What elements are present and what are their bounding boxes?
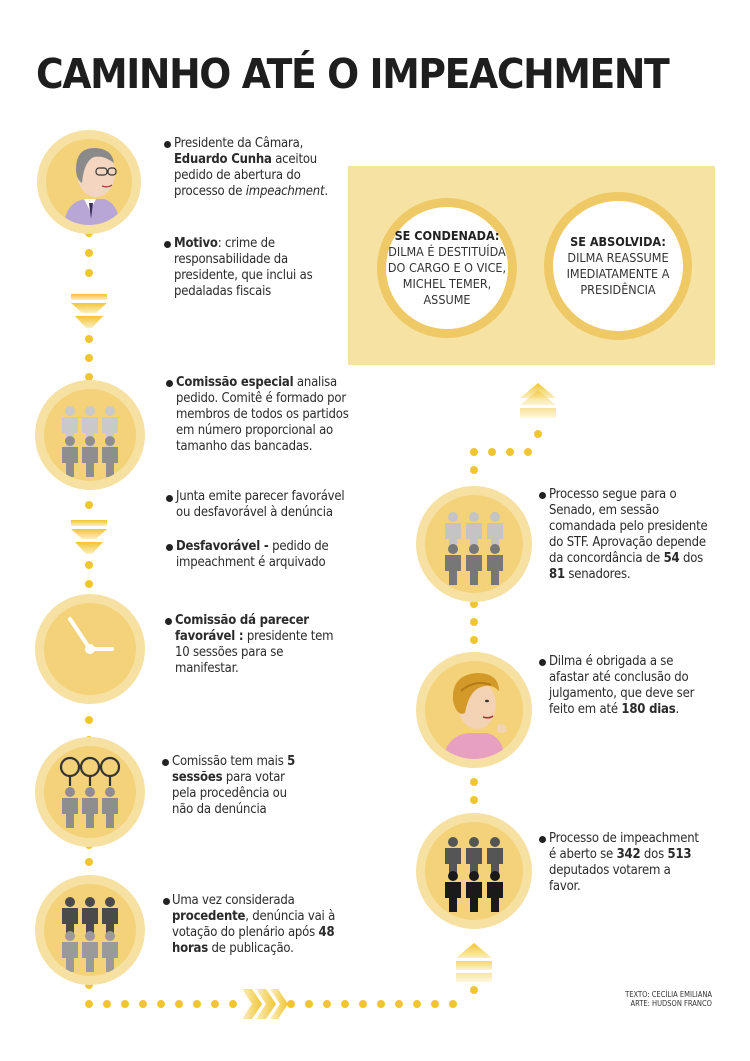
outcome-condemned	[377, 198, 517, 338]
bullet	[166, 495, 173, 502]
step2-desfavoravel-text: Desfavorável - pedido de impeachment é arquivado	[176, 539, 329, 570]
step4-text: Comissão tem mais 5 sessões para votar pela procedência ou não da denúncia	[172, 754, 296, 817]
step2-text: Comissão especial analisa pedido. Comitê é formado por membros de todos os partidos em número proporcional ao tamanho das bancadas.	[176, 375, 349, 454]
outcome-panel	[348, 166, 715, 365]
step1-text: Presidente da Câmara, Eduardo Cunha aceitou pedido de abertura do processo de impeachment.	[174, 136, 328, 199]
bullet	[166, 544, 173, 551]
outcome-condemned-title: SE CONDENADA:	[394, 228, 500, 243]
outcome-condemned-text: DILMA É DESTITUÍDA DO CARGO E O VICE, MICHEL TEMER, ASSUME	[387, 244, 507, 307]
step5-text: Uma vez considerada procedente, denúncia vai à votação do plenário após 48 horas de publicação.	[172, 893, 336, 956]
bullet	[165, 618, 172, 625]
bullet	[539, 836, 546, 843]
magnifier-people-icon	[35, 737, 145, 847]
comissao-especial-icon	[35, 380, 145, 490]
camara-votacao-text: Processo de impeachment é aberto se 342 dos 513 deputados votarem a favor.	[549, 831, 699, 894]
bullet	[163, 898, 170, 905]
step1-motivo-text: Motivo: crime de responsabilidade da presidente, que inclui as pedaladas fiscais	[174, 236, 313, 299]
clock-icon	[35, 594, 145, 704]
plenario-icon	[35, 875, 145, 985]
outcome-acquitted-text: DILMA REASSUME IMEDIATAMENTE A PRESIDÊNCIA	[566, 250, 670, 297]
step3-text: Comissão dá parecer favorável : presidente tem 10 sessões para se manifestar.	[175, 613, 334, 676]
bullet	[539, 659, 546, 666]
bullet	[164, 241, 171, 248]
credit-art: ARTE: HUDSON FRANCO	[630, 999, 712, 1008]
senado-text: Processo segue para o Senado, em sessão comandada pelo presidente do STF. Aprovação depende da concordância de 54 dos 81 senadores.	[549, 487, 708, 582]
credits	[625, 990, 712, 1008]
bullet	[162, 759, 169, 766]
page-title: CAMINHO ATÉ O IMPEACHMENT	[36, 50, 669, 98]
bullet	[164, 141, 171, 148]
credit-text: TEXTO: CECÍLIA EMILIANA	[625, 990, 712, 999]
bullet	[166, 380, 173, 387]
dilma-afastamento-text: Dilma é obrigada a se afastar até conclusão do julgamento, que deve ser feito em até 180 dias.	[549, 654, 695, 717]
outcome-acquitted-title: SE ABSOLVIDA:	[570, 234, 666, 249]
bullet	[539, 492, 546, 499]
camara-icon	[416, 813, 532, 929]
step2-parecer-text: Junta emite parecer favorável ou desfavorável à denúncia	[176, 489, 345, 520]
dilma-portrait	[416, 652, 532, 768]
senado-icon	[416, 486, 532, 602]
eduardo-cunha-portrait	[37, 130, 141, 234]
outcome-acquitted	[544, 192, 692, 340]
